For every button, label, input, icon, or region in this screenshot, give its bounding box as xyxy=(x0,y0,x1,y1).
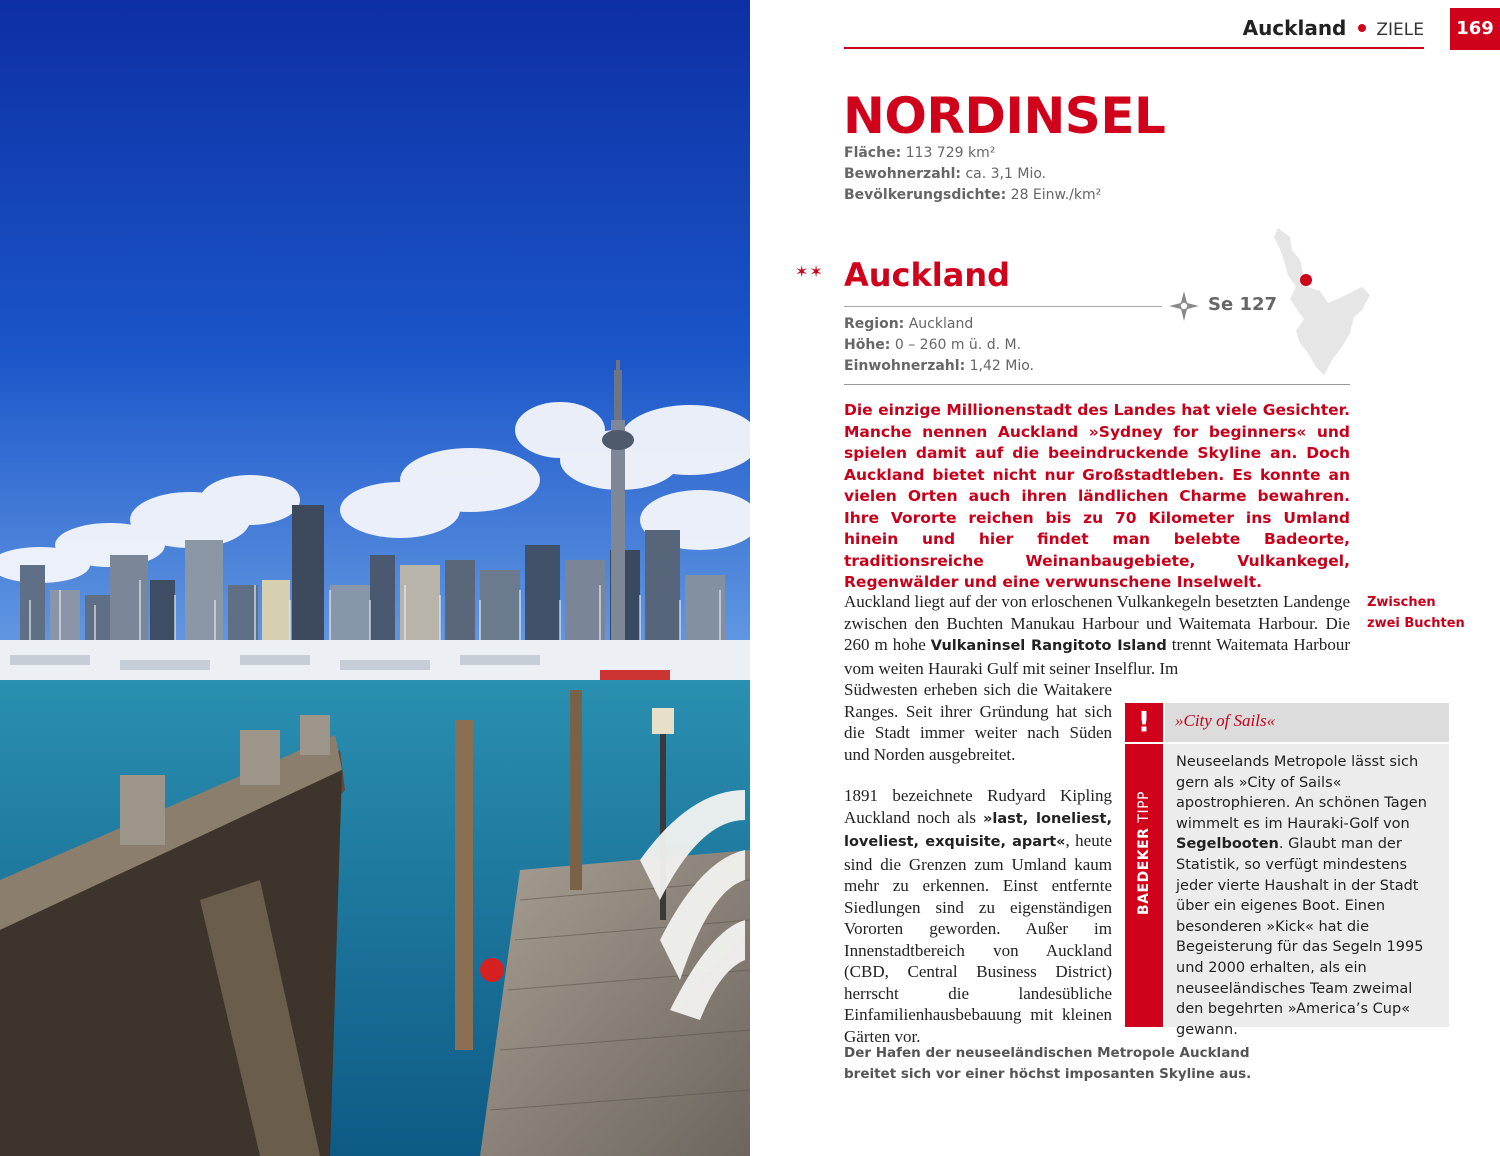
photo-caption: Der Hafen der neuseeländischen Metropole Auckland breitet sich vor einer höchst imposanten Skyline aus. xyxy=(844,1045,1252,1082)
tip-label: BAEDEKER TIPP xyxy=(1136,791,1152,915)
fact-region: Region: Auckland xyxy=(844,316,974,332)
location-pin-icon xyxy=(1300,274,1312,286)
running-head-section: ZIELE xyxy=(1376,20,1424,40)
island-facts xyxy=(844,143,1101,206)
fact-population: Einwohnerzahl: 1,42 Mio. xyxy=(844,358,1035,374)
destination-rule xyxy=(844,306,1162,307)
running-head xyxy=(844,16,1424,46)
facts-rule xyxy=(844,384,1350,385)
running-head-rule xyxy=(844,47,1424,49)
map-reference: Se 127 xyxy=(1208,294,1278,315)
running-head-place: Auckland xyxy=(1242,16,1347,40)
body-paragraph-2: Südwesten erheben sich die Waitakere Ranges. Seit ihrer Gründung hat sich die Stadt immer weiter nach Süden und Norden ausgebreitet. xyxy=(844,680,1112,764)
tip-separator xyxy=(1125,742,1163,744)
rating-stars: ✶✶ xyxy=(795,262,824,281)
body-paragraph-1: Auckland liegt auf der von erloschenen Vulkankegeln besetzten Landenge zwischen den Buchten Manukau Harbour und Waitemata Harbour. Die 260 m hohe Vulkaninsel Rangitoto Island trennt Waitemata Harbour vom weiten Hauraki Gulf mit seiner Inselflur. Im xyxy=(844,592,1350,678)
island-fact-area: Fläche: 113 729 km² xyxy=(844,145,996,161)
locator-map xyxy=(1270,225,1380,384)
tip-sidebar xyxy=(1125,703,1163,1027)
lead-paragraph: Die einzige Millionenstadt des Landes hat viele Gesichter. Manche nennen Auckland »Sydney for beginners« und spielen damit auf die beeindruckende Skyline an. Doch Auckland bietet nicht nur Großstadtleben. Es konnte an vielen Orten auch ihren ländlichen Charme bewahren. Ihre Vororte reichen bis zu 70 Kilometer ins Umland hinein und hier findet man belebte Badeorte, traditionsreiche Weinanbaugebiete, Vulkankegel, Regenwälder und eine verwunschene Inselwelt. xyxy=(844,401,1350,591)
island-fact-density: Bevölkerungsdichte: 28 Einw./km² xyxy=(844,187,1102,203)
fact-altitude: Höhe: 0 – 260 m ü. d. M. xyxy=(844,337,1022,353)
island-fact-residents: Bewohnerzahl: ca. 3,1 Mio. xyxy=(844,166,1047,182)
tip-text: Neuseelands Metropole lässt sich gern als »City of Sails« apostrophieren. An schönen Tagen wimmelt es im Hauraki-Golf von Segelbooten. Glaubt man der Statistik, so verfügt mindestens jeder vierte Haushalt in der Stadt über ein eigenes Boot. Einen besonderen »Kick« hat die Begeisterung für das Segeln 1995 und 2000 erhalten, als ein neuseeländisches Team zweimal den begehrten »America’s Cup« gewann. xyxy=(1176,754,1427,1038)
destination-title: Auckland xyxy=(844,256,1011,294)
tip-title: »City of Sails« xyxy=(1175,711,1276,730)
body-paragraph-3: 1891 bezeichnete Rudyard Kipling Auckland noch als »last, loneliest, loveliest, exquisite, apart«, heute sind die Grenzen zum Umland kaum mehr zu erkennen. Einst entfernte Siedlungen sind zu eigenständigen Vororten geworden. Außer im Innenstadtbereich von Auckland (CBD, Central Business District) herrscht die landesübliche Einfamilienhausbebauung mit kleinen Gärten vor. xyxy=(844,786,1112,1046)
destination-facts xyxy=(844,314,1034,377)
bullet-dot-icon xyxy=(1358,24,1366,32)
compass-icon xyxy=(1168,290,1200,326)
page-number: 169 xyxy=(1450,8,1500,50)
exclamation-icon: ! xyxy=(1137,705,1151,738)
region-title: NORDINSEL xyxy=(843,87,1166,145)
tip-header xyxy=(1165,703,1449,742)
margin-note: Zwischen zwei Buchten xyxy=(1367,595,1465,631)
